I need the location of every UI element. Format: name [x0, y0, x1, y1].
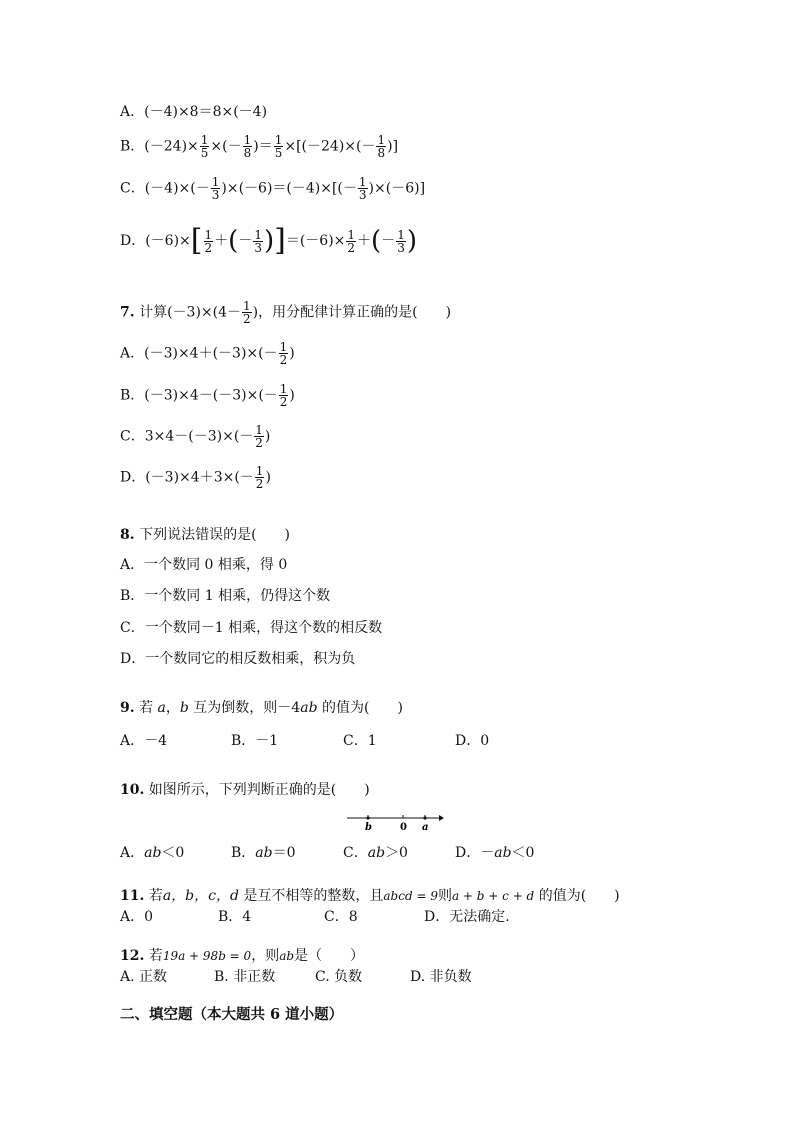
q12-expression: 19a + 98b = 0 — [162, 949, 252, 963]
q10-stem-text: 如图所示，下列判断正确的是( ) — [144, 782, 370, 798]
fraction: $\frac{1}{2}$ — [279, 382, 288, 409]
q11-expression: a + b + c + d — [451, 889, 535, 903]
point-a — [423, 816, 426, 819]
question-number: 10. — [120, 782, 145, 798]
right-paren: ) — [263, 226, 275, 256]
q11-stem-3: 则 — [437, 888, 452, 904]
question-number: 12. — [120, 948, 145, 964]
q8-option-c: C．一个数同－1 相乘，得这个数的相反数 — [120, 620, 383, 636]
q6-option-d — [120, 223, 417, 258]
q6b-text-4: ×[(－24)×(－ — [284, 138, 376, 155]
var-ab: ab — [300, 700, 318, 716]
q12-option-c: C. 负数 — [315, 969, 363, 985]
close-paren: ) — [289, 387, 295, 404]
fraction: $\frac{1}{2}$ — [243, 299, 251, 326]
q9-stem-1: 若 — [134, 700, 158, 716]
number-line-figure — [345, 810, 445, 832]
fraction: $\frac{1}{5}$ — [200, 133, 209, 160]
q6-option-a: A．(－4)×8＝8×(－4) — [120, 104, 268, 120]
plus-sign: ＋ — [357, 233, 372, 249]
comma: ， — [165, 700, 180, 716]
q7a-text: A．(－3)×4＋(－3)×(－ — [120, 345, 278, 362]
q6d-text-1: D．(－6)× — [120, 233, 191, 249]
q11-condition: abcd = 9 — [383, 889, 438, 903]
q9-stem-3: 的值为( ) — [317, 700, 403, 716]
q8-option-b: B．一个数同 1 相乘，仍得这个数 — [120, 588, 331, 604]
left-paren: ( — [371, 226, 382, 256]
question-number: 11. — [120, 888, 145, 904]
fraction: $\frac{1}{2}$ — [347, 227, 356, 255]
point-b — [366, 816, 369, 819]
question-number: 8. — [120, 527, 135, 543]
q7-stem-2: )，用分配律计算正确的是( ) — [252, 304, 452, 321]
q10-option-a: A．ab＜0 — [120, 845, 185, 861]
q12-stem-2: ，则 — [251, 948, 280, 964]
q6b-text-2: ×(－ — [210, 138, 242, 155]
q11-stem-4: 的值为( ) — [534, 888, 620, 904]
q12-option-a: A. 正数 — [120, 969, 168, 985]
section-heading: 二、填空题（本大题共 6 道小题） — [120, 1006, 344, 1023]
fraction: $\frac{1}{3}$ — [211, 175, 220, 202]
q6-option-b — [120, 134, 398, 159]
fraction: $\frac{1}{3}$ — [254, 227, 262, 255]
close-paren: ) — [265, 469, 271, 486]
q6-option-c — [120, 176, 425, 201]
q6c-text-3: )×(－6)] — [368, 180, 426, 197]
q10-option-d: D．－ab＜0 — [455, 845, 535, 861]
var-ab: ab — [279, 949, 295, 963]
q11-option-a: A．0 — [120, 909, 154, 925]
plus-sign: ＋ — [214, 233, 229, 249]
q7-stem-1: 计算(－3)×(4－ — [134, 304, 242, 321]
q11-stem-2: 是互不相等的整数，且 — [238, 888, 384, 904]
q6b-text-3: )＝ — [253, 138, 273, 155]
question-number: 7. — [120, 304, 135, 321]
q11-option-b: B．4 — [218, 909, 252, 925]
q7-option-b — [120, 383, 295, 408]
q12-option-d: D. 非负数 — [410, 969, 472, 985]
q6c-text-1: C．(－4)×(－ — [120, 180, 210, 197]
q12-stem-1: 若 — [144, 948, 163, 964]
q8-stem — [120, 525, 290, 545]
q12-option-b: B. 非正数 — [214, 969, 276, 985]
question-number: 9. — [120, 700, 135, 716]
q11-option-d: D．无法确定. — [424, 909, 510, 925]
q11-stem — [120, 886, 620, 906]
close-paren: ) — [289, 345, 295, 362]
q8-stem-text: 下列说法错误的是( ) — [134, 527, 290, 543]
var-a: a — [157, 700, 166, 716]
q8-option-d: D．一个数同它的相反数相乘，积为负 — [120, 651, 356, 667]
q9-option-c: C．1 — [343, 733, 377, 749]
label-b: b — [365, 822, 372, 832]
fraction: $\frac{1}{8}$ — [377, 133, 386, 160]
fraction: $\frac{1}{8}$ — [243, 133, 252, 160]
left-paren: ( — [228, 226, 239, 256]
q10-option-b: B．ab＝0 — [231, 845, 296, 861]
minus-sign: － — [381, 233, 396, 249]
q9-stem-2: 互为倒数，则－4 — [188, 700, 301, 716]
fraction: $\frac{1}{2}$ — [255, 464, 264, 491]
fraction: $\frac{1}{3}$ — [397, 227, 405, 255]
q12-stem — [120, 946, 364, 966]
q6d-text-2: ＝(－6)× — [285, 233, 346, 249]
q9-option-a: A．－4 — [120, 733, 168, 749]
q7-stem — [120, 300, 451, 325]
fraction: $\frac{1}{2}$ — [204, 227, 213, 255]
q12-stem-3: 是（ ） — [294, 948, 365, 964]
q8-option-a: A．一个数同 0 相乘，得 0 — [120, 557, 288, 573]
fraction: $\frac{1}{2}$ — [255, 423, 263, 450]
q10-stem — [120, 780, 370, 800]
minus-sign: － — [238, 233, 253, 249]
q11-stem-1: 若 — [144, 888, 163, 904]
q9-stem — [120, 698, 403, 718]
q11-vars: a，b，c，d — [162, 888, 239, 904]
q11-option-c: C．8 — [324, 909, 358, 925]
q9-option-b: B．－1 — [231, 733, 279, 749]
q7-option-d — [120, 465, 271, 490]
q6b-text-1: B．(－24)× — [120, 138, 199, 155]
q7-option-a — [120, 341, 295, 366]
label-a: a — [422, 822, 429, 832]
q7-option-c — [120, 424, 270, 449]
q7b-text: B．(－3)×4－(－3)×(－ — [120, 387, 278, 404]
q9-option-d: D．0 — [455, 733, 490, 749]
q6c-text-2: )×(－6)＝(－4)×[(－ — [221, 180, 357, 197]
left-bracket: [ — [190, 223, 203, 258]
right-paren: ) — [406, 226, 417, 256]
q7c-text: C．3×4－(－3)×(－ — [120, 428, 254, 445]
q6b-text-5: )] — [387, 138, 399, 155]
arrow-head-icon — [439, 815, 444, 821]
var-b: b — [179, 700, 189, 716]
right-bracket: ] — [274, 223, 286, 258]
fraction: $\frac{1}{5}$ — [274, 133, 283, 160]
label-zero: 0 — [400, 822, 407, 832]
q10-option-c: C．ab＞0 — [343, 845, 408, 861]
q7d-text: D．(－3)×4＋3×(－ — [120, 469, 254, 486]
fraction: $\frac{1}{3}$ — [358, 175, 367, 202]
close-paren: ) — [264, 428, 271, 445]
fraction: $\frac{1}{2}$ — [279, 340, 288, 367]
